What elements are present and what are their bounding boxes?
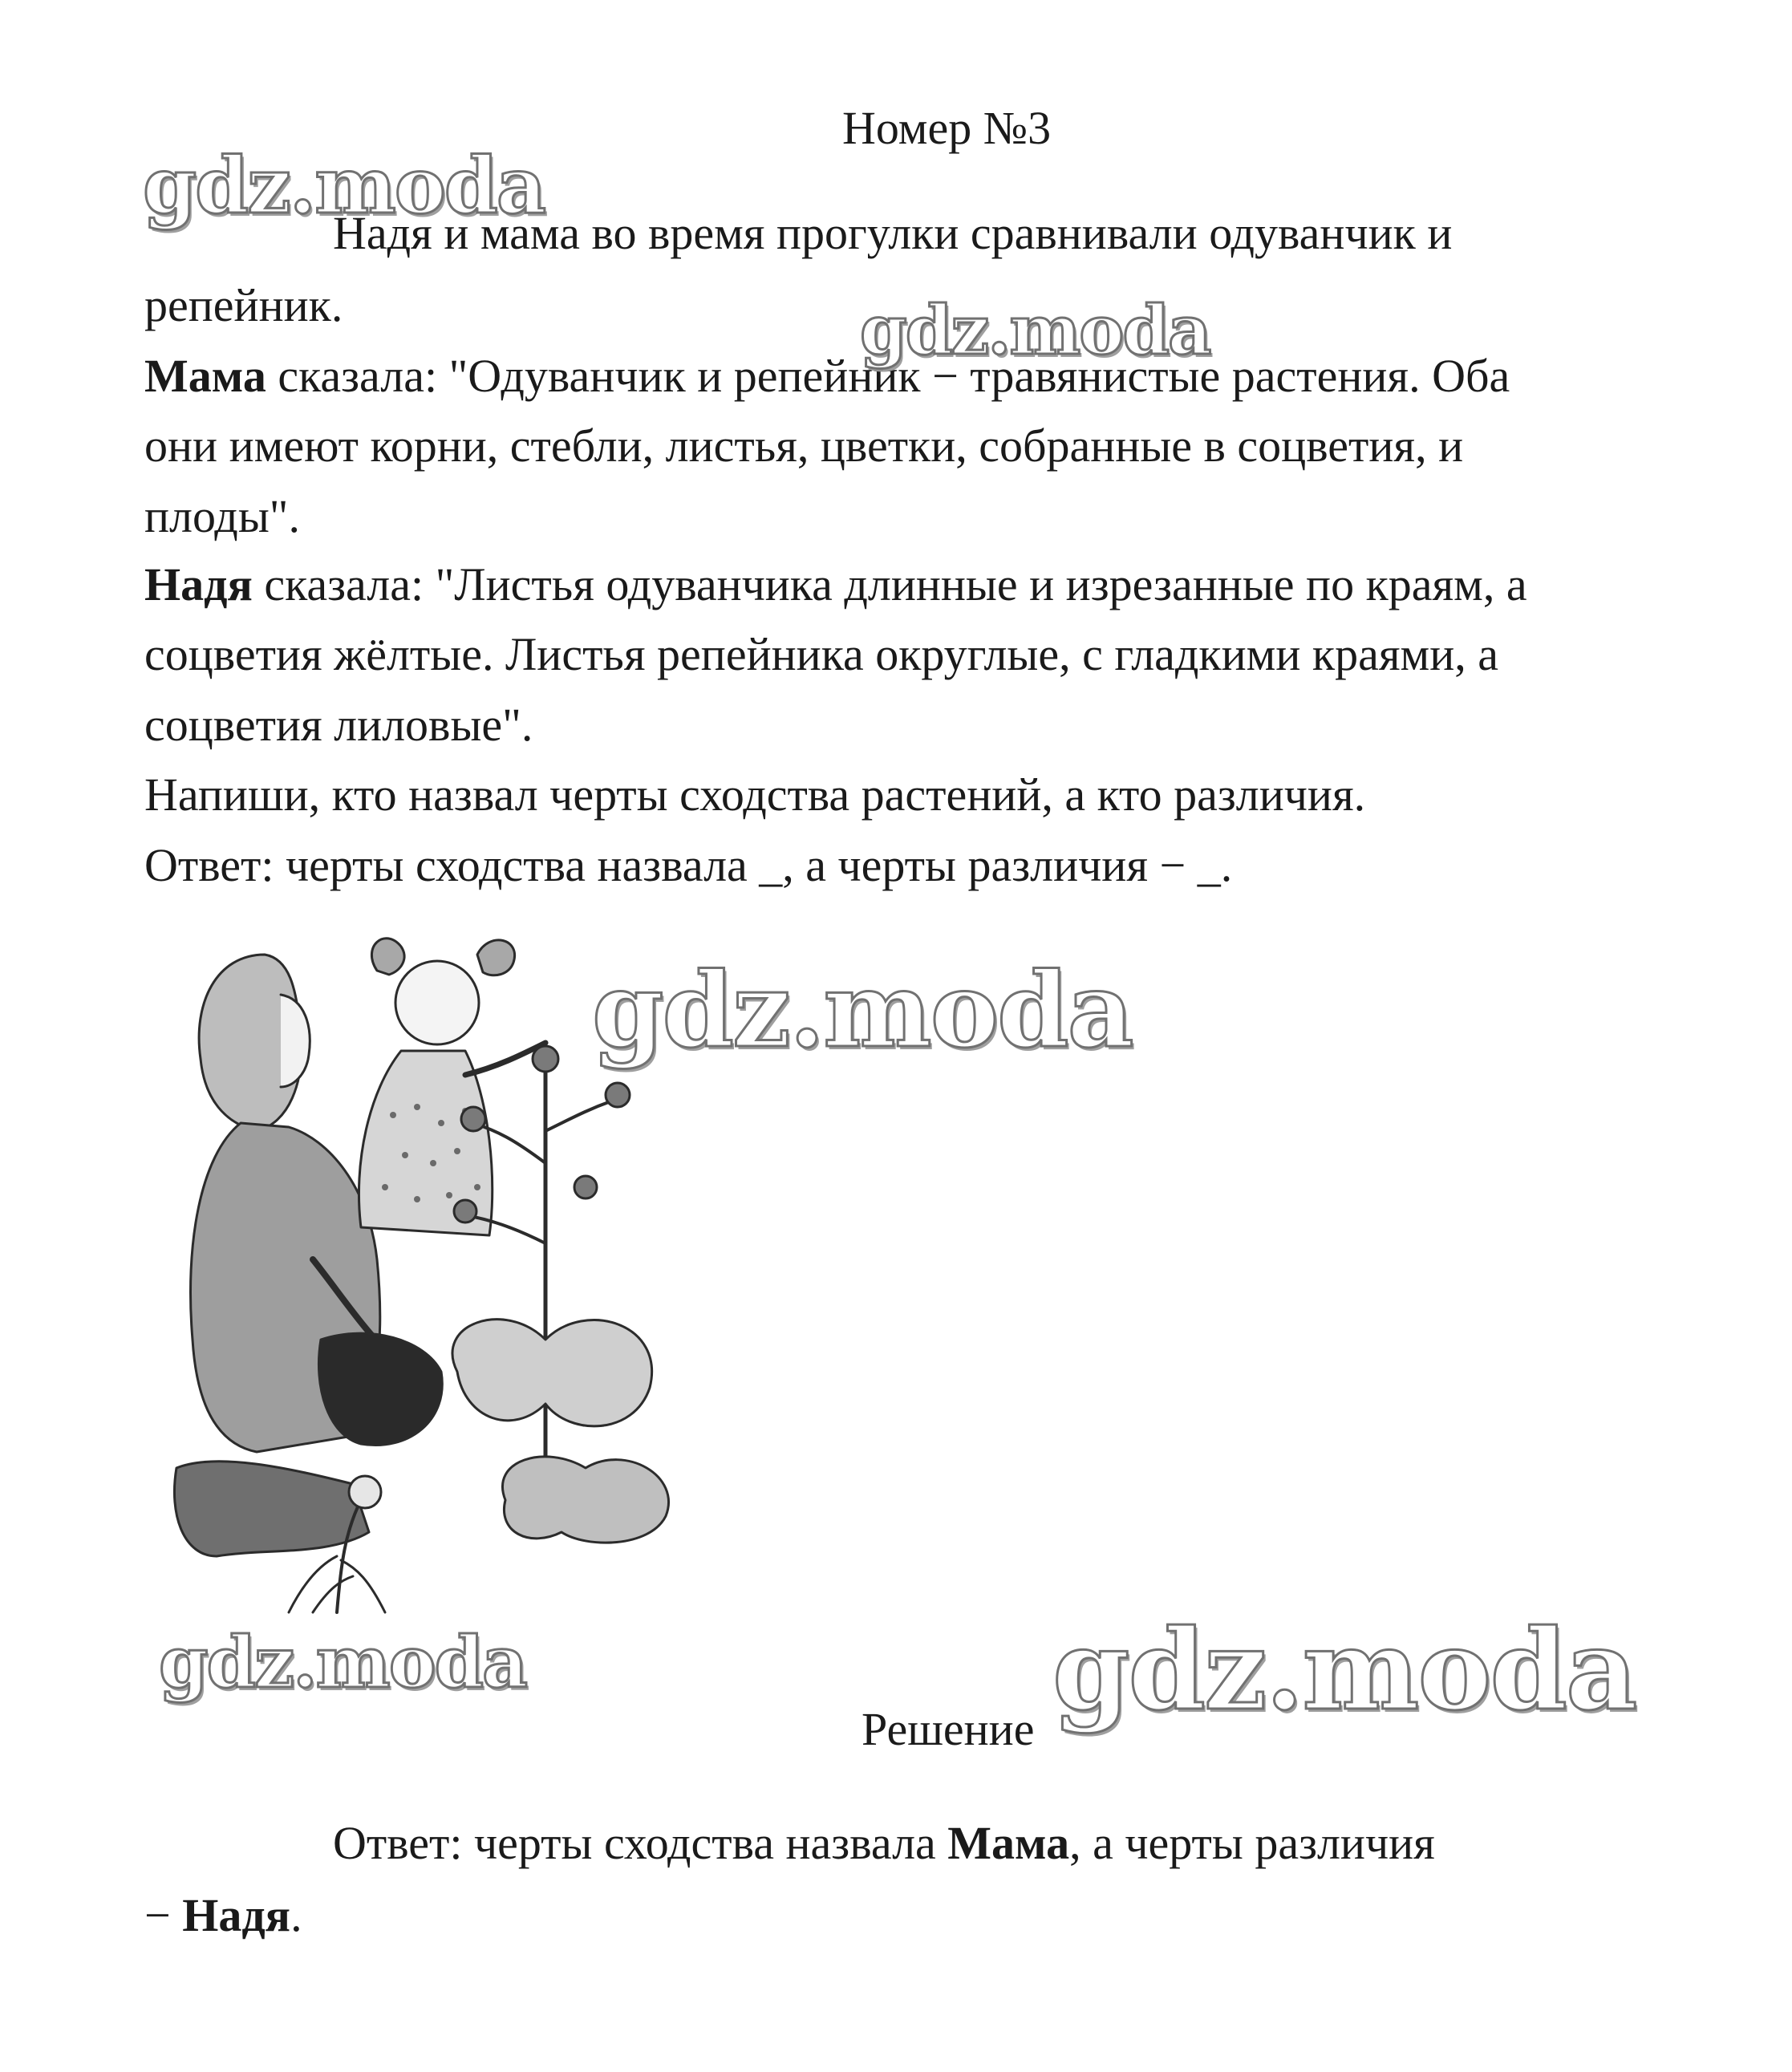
watermark: gdz.moda xyxy=(159,1620,527,1704)
intro-line-1: Надя и мама во время прогулки сравнивали одуванчик и xyxy=(333,207,1453,259)
answer-prefix: Ответ: черты сходства назвала xyxy=(333,1817,948,1869)
answer-nadya: Надя xyxy=(182,1889,291,1941)
nadya-line-3: соцветия лиловые". xyxy=(144,699,533,751)
mama-line-3: плоды". xyxy=(144,490,300,542)
nadya-quote-start: сказала: "Листья одуванчика длинные и изрезанные по краям, а xyxy=(252,558,1527,610)
nadya-name: Надя xyxy=(144,558,253,610)
solution-answer-line-2 xyxy=(144,1887,302,1944)
solution-answer-line-1 xyxy=(333,1815,1435,1872)
mama-name: Мама xyxy=(144,350,266,402)
mama-line-1 xyxy=(144,347,1510,405)
mama-line-2: они имеют корни, стебли, листья, цветки, собранные в соцветия, и xyxy=(144,420,1464,472)
answer-dash: − xyxy=(144,1889,183,1941)
solution-heading: Решение xyxy=(862,1703,1035,1755)
watermark: gdz.moda xyxy=(143,140,545,231)
watermark: gdz.moda xyxy=(592,951,1133,1071)
watermark: gdz.moda xyxy=(1052,1604,1636,1735)
nadya-line-1 xyxy=(144,556,1527,614)
answer-mid: , а черты различия xyxy=(1069,1817,1435,1869)
nadya-line-2: соцветия жёлтые. Листья репейника округлые, с гладкими краями, а xyxy=(144,628,1498,680)
answer-template-line: Ответ: черты сходства назвала _, а черты различия − _. xyxy=(144,839,1233,891)
watermark: gdz.moda xyxy=(860,290,1210,370)
question-line: Напиши, кто назвал черты сходства растений, а кто различия. xyxy=(144,768,1366,821)
intro-line-2: репейник. xyxy=(144,279,343,331)
answer-end: . xyxy=(290,1889,302,1941)
answer-mama: Мама xyxy=(947,1817,1070,1869)
mama-quote-start: сказала: "Одуванчик и репейник − травянистые растения. Оба xyxy=(266,350,1510,402)
page-title: Номер №3 xyxy=(842,102,1052,154)
